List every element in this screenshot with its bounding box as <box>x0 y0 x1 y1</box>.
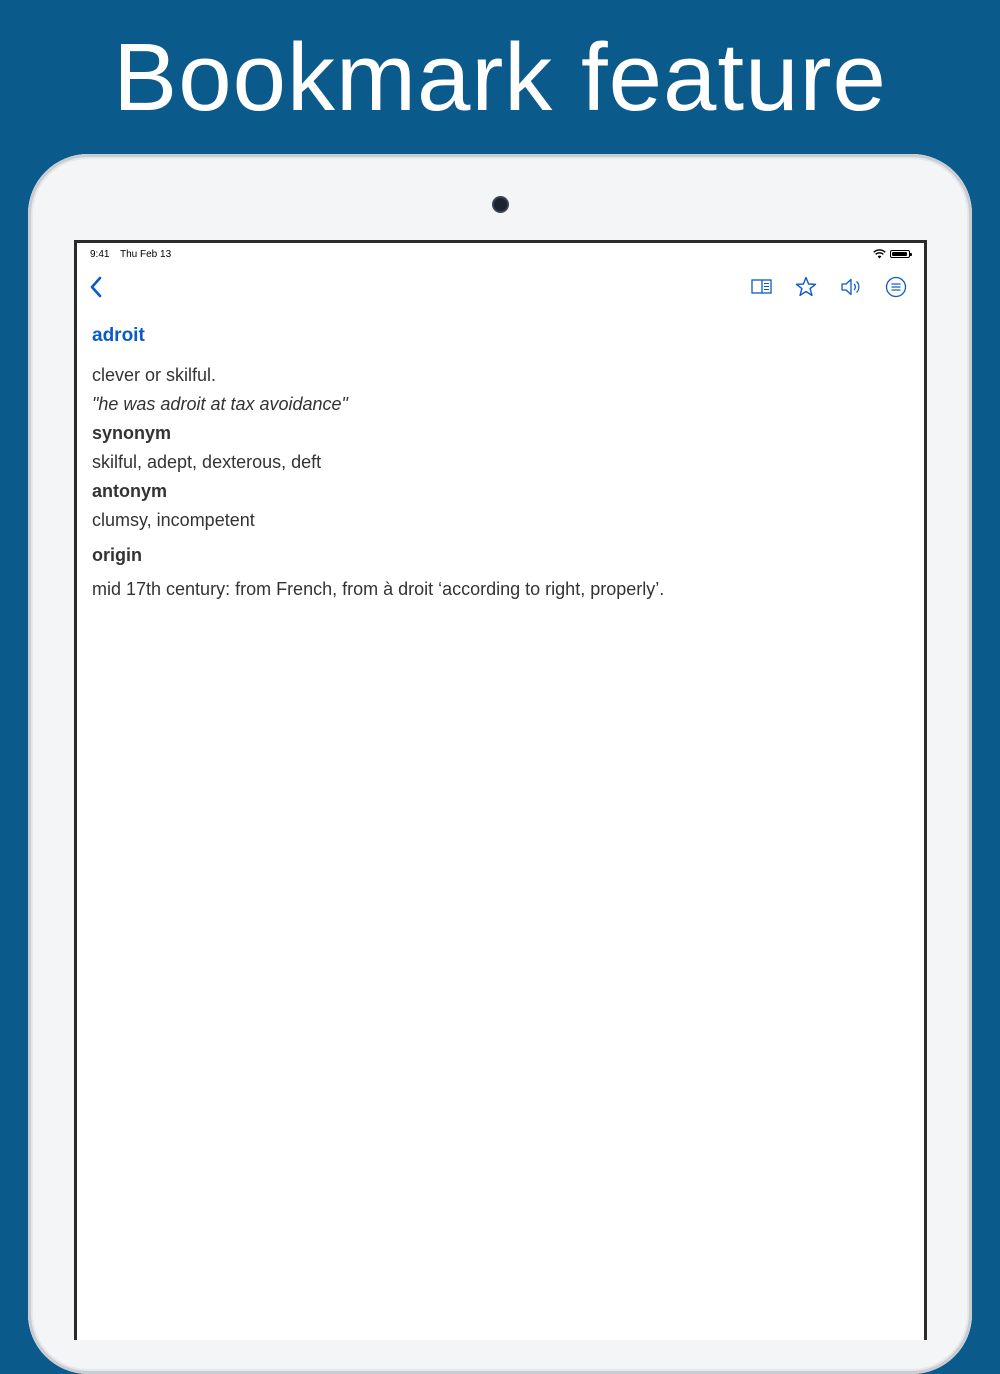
example-text: "he was adroit at tax avoidance" <box>92 394 348 414</box>
back-button[interactable] <box>85 273 109 301</box>
battery-icon <box>890 250 910 258</box>
entry-word: adroit <box>92 325 145 346</box>
back-chevron-icon <box>85 273 109 301</box>
antonyms-text: clumsy, incompetent <box>92 510 255 530</box>
pronounce-button[interactable] <box>836 272 866 302</box>
status-date: Thu Feb 13 <box>120 249 172 260</box>
bookmark-star-icon <box>794 275 818 299</box>
synonym-heading: synonym <box>92 423 172 443</box>
status-bar <box>77 243 924 265</box>
menu-circle-icon <box>884 275 908 299</box>
entry-content <box>92 325 909 604</box>
antonym-heading: antonym <box>92 481 168 501</box>
reader-panel-button[interactable] <box>747 272 777 302</box>
wifi-icon <box>873 249 886 259</box>
origin-heading: origin <box>92 545 142 565</box>
speaker-icon <box>839 276 863 298</box>
status-time: 9:41 <box>90 249 110 260</box>
synonyms-text: skilful, adept, dexterous, deft <box>92 452 322 472</box>
promo-headline: Bookmark feature <box>113 24 887 131</box>
front-camera <box>494 198 507 211</box>
origin-text: mid 17th century: from French, from à droit ‘according to right, properly’. <box>92 579 665 599</box>
reader-panel-icon <box>751 278 773 296</box>
nav-bar <box>77 269 924 309</box>
menu-button[interactable] <box>881 272 911 302</box>
status-icons <box>873 249 910 259</box>
bookmark-button[interactable] <box>791 272 821 302</box>
definition-text: clever or skilful. <box>92 365 217 385</box>
app-screen <box>74 240 927 1340</box>
